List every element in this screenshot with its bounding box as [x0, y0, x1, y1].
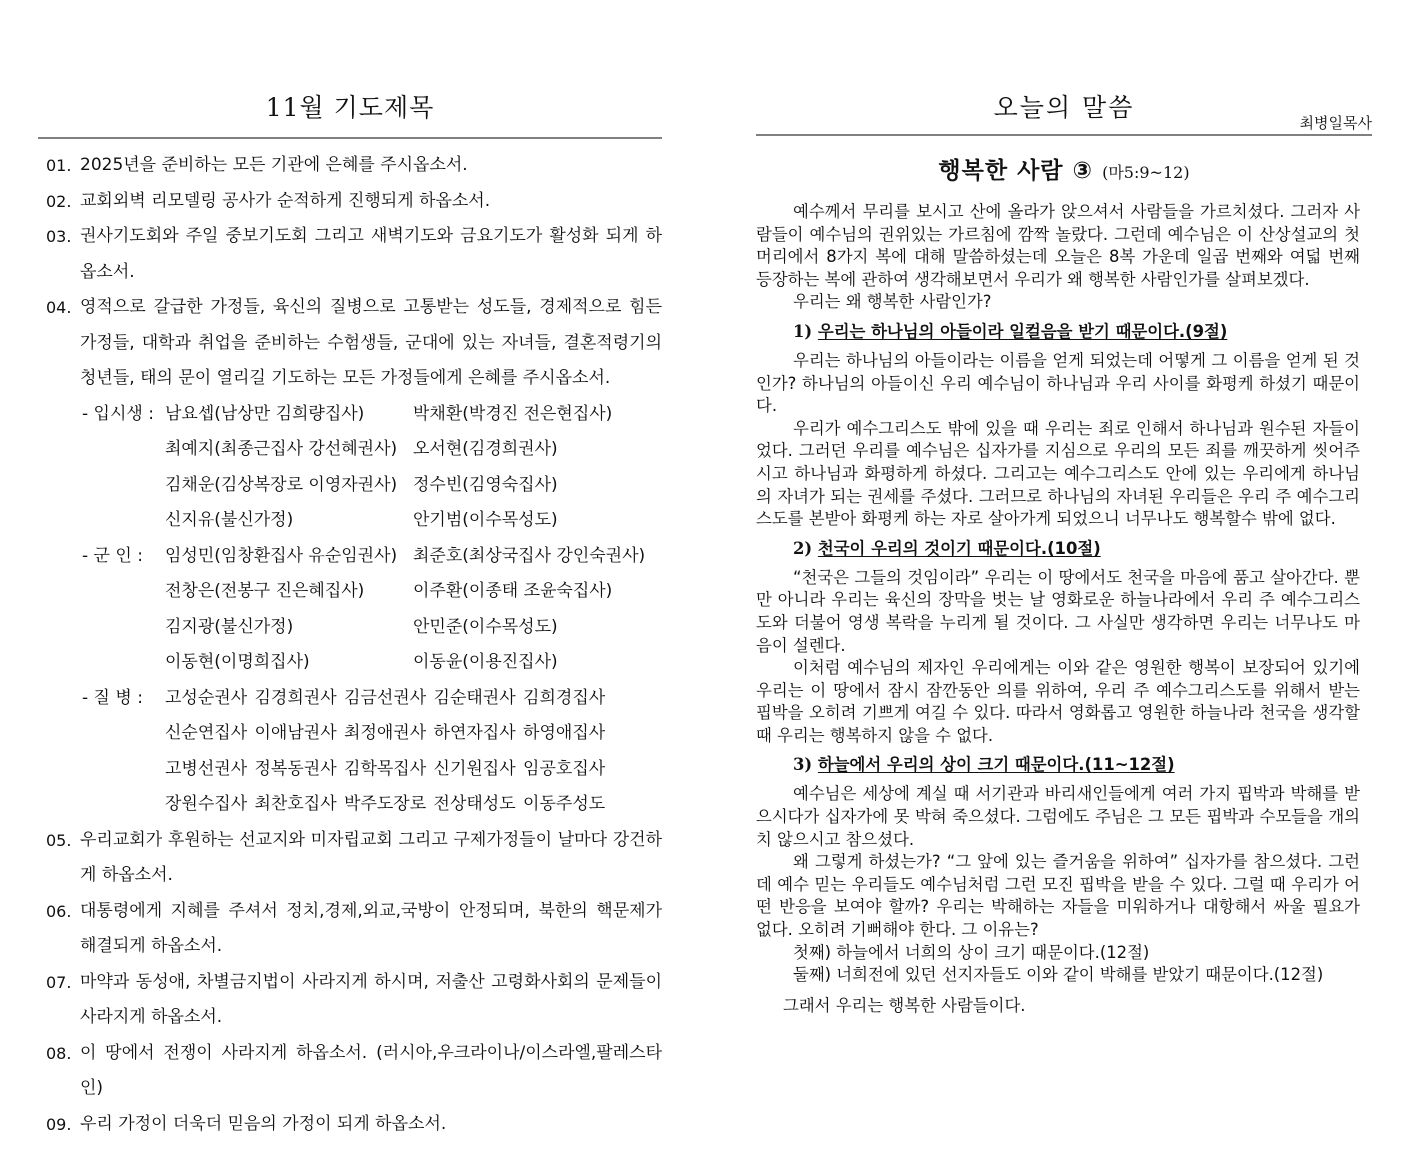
prayer-number: 07.	[46, 972, 72, 992]
paragraph: “천국은 그들의 것임이라” 우리는 이 땅에서도 천국을 마음에 품고 살아간다. 뿐만 아니라 우리는 육신의 장막을 벗는 날 영화로운 하늘나라에서 우리 주 예수그리스도와 더불어 영생 복락을 누리게 될 것이다. 그 사실만 생각하면 우리는 너무나도 마음이 설렌다.	[756, 567, 1360, 655]
names-row	[165, 645, 662, 681]
section-heading-text: 우리는 하나님의 아들이라 일컬음을 받기 때문이다.(9절)	[817, 321, 1228, 341]
section-number: 1)	[793, 321, 813, 341]
name-entry: 최준호(최상국집사 강인숙권사)	[413, 545, 646, 566]
prayer-text: 대통령에게 지혜를 주셔서 정치,경제,외교,국방이 안정되며, 북한의 핵문제가 해결되게 하옵소서.	[80, 900, 662, 956]
paragraph: 왜 그렇게 하셨는가? “그 앞에 있는 즐거움을 위하여” 십자가를 참으셨다. 그런데 예수 믿는 우리들도 예수님처럼 그런 모진 핍박을 받을 수 있다. 그럴 때 우리가 어떤 반응을 보여야 할까? 우리는 박해하는 자들을 미워하거나 대항해서 싸울 필요가 없다. 오히려 기뻐해야 한다. 그 이유는?	[756, 852, 1360, 940]
names-row: 신순연집사 이애남권사 최정애권사 하연자집사 하영애집사	[165, 723, 606, 743]
military-group	[82, 539, 662, 681]
paragraph: 예수님은 세상에 계실 때 서기관과 바리새인들에게 여러 가지 핍박과 박해를 받으시다가 십자가에 못 박혀 죽으셨다. 그럼에도 주님은 그 모든 핍박과 수모들을 개의치 않으시고 참으셨다.	[756, 784, 1360, 849]
prayer-number: 01.	[46, 156, 72, 175]
group-names	[165, 681, 662, 823]
prayer-item	[46, 965, 662, 1036]
section-number: 3)	[793, 755, 813, 775]
name-entry: 오서현(김경희권사)	[413, 439, 558, 459]
paragraph: 예수께서 무리를 보시고 산에 올라가 앉으셔서 사람들을 가르치셨다. 그러자 사람들이 예수님의 권위있는 가르침에 깜짝 놀랐다. 그런데 예수님은 이 산상설교의 첫머리에서 8가지 복에 대해 말씀하셨는데 오늘은 8복 가운데 일곱 번째와 여덟 번째 등장하는 복에 관하여 생각해보면서 우리가 왜 행복한 사람인가를 살펴보겠다.	[756, 202, 1360, 289]
title-divider	[756, 134, 1372, 136]
prayer-item	[46, 219, 662, 290]
paragraph: 우리가 예수그리스도 밖에 있을 때 우리는 죄로 인해서 하나님과 원수된 자들이었다. 그러던 우리를 예수님은 십자가를 지심으로 우리의 모든 죄를 깨끗하게 씻어주시고 하나님과 화평하게 하셨다. 그리고는 예수그리스도 안에 있는 우리에게 하나님의 자녀가 되는 권세를 주셨다. 그러므로 하나님의 자녀된 우리들은 우리 주 예수그리스도를 본받아 화평케 하는 자로 살아가게 되었으니 너무나도 행복할수 밖에 없다.	[756, 418, 1360, 529]
prayer-number: 03.	[46, 227, 72, 246]
paragraph: 우리는 왜 행복한 사람인가?	[793, 292, 992, 312]
closing-line: 그래서 우리는 행복한 사람들이다.	[783, 995, 1026, 1015]
prayer-number: 08.	[46, 1043, 72, 1063]
prayer-item	[46, 894, 662, 965]
names-row	[165, 503, 662, 539]
names-row	[165, 610, 662, 646]
name-entry: 남요셉(남상만 김희량집사)	[165, 403, 365, 424]
prayer-text: 이 땅에서 전쟁이 사라지게 하옵소서. (러시아,우크라이나/이스라엘,팔레스타인)	[80, 1042, 662, 1098]
prayer-item	[46, 1107, 662, 1143]
section-heading-text: 천국이 우리의 것이기 때문이다.(10절)	[817, 538, 1101, 558]
group-label: - 군 인 :	[82, 545, 143, 566]
prayer-text: 교회외벽 리모델링 공사가 순적하게 진행되게 하옵소서.	[80, 190, 491, 211]
prayer-number: 09.	[46, 1114, 72, 1134]
name-entry: 이주환(이종태 조윤숙집사)	[413, 581, 613, 601]
paragraph: 우리는 하나님의 아들이라는 이름을 얻게 되었는데 어떻게 그 이름을 얻게 된 것인가? 하나님의 아들이신 우리 예수님이 하나님과 우리 사이를 화평케 하셨기 때문이다.	[756, 350, 1360, 416]
names-row: 고성순권사 김경희권사 김금선권사 김순태권사 김희경집사	[165, 687, 606, 708]
names-row	[165, 432, 662, 468]
section-heading	[793, 752, 1360, 778]
prayer-item	[46, 290, 662, 397]
sermon-title-text: 행복한 사람 ③	[938, 158, 1094, 184]
name-entry: 임성민(임창환집사 유순임권사)	[165, 545, 398, 566]
name-entry: 김채운(김상복장로 이영자권사)	[165, 474, 398, 495]
name-entry: 이동현(이명희집사)	[165, 652, 310, 672]
prayer-number: 04.	[46, 298, 72, 317]
names-row	[165, 397, 662, 433]
group-names	[165, 397, 662, 539]
pastor-name: 최병일목사	[1299, 114, 1372, 132]
sermon-page-title: 오늘의 말씀	[993, 93, 1135, 122]
name-entry: 김지광(불신가정)	[165, 616, 294, 637]
names-row: 고병선권사 정복동권사 김학목집사 신기원집사 임공호집사	[165, 758, 606, 779]
prayer-number: 02.	[46, 191, 72, 211]
name-entry: 이동윤(이용진집사)	[413, 652, 558, 672]
prayer-item	[46, 1036, 662, 1107]
title-divider	[38, 137, 662, 139]
group-names	[165, 539, 662, 681]
name-entry: 전창은(전봉구 진은혜집사)	[165, 581, 365, 601]
reason-item: 둘째) 너희전에 있던 선지자들도 이와 같이 박해를 받았기 때문이다.(12절)	[793, 965, 1324, 985]
prayer-number: 05.	[46, 830, 72, 850]
section-number: 2)	[793, 538, 813, 558]
name-entry: 안민준(이수목성도)	[413, 616, 558, 637]
reason-item: 첫째) 하늘에서 너희의 상이 크기 때문이다.(12절)	[793, 942, 1150, 962]
prayer-list	[46, 148, 662, 1142]
name-entry: 안기범(이수목성도)	[413, 510, 558, 530]
section-heading	[793, 536, 1360, 562]
prayer-item	[46, 148, 662, 184]
names-row	[165, 539, 662, 575]
section-heading	[793, 319, 1360, 345]
names-row	[165, 468, 662, 504]
prayer-text: 마약과 동성애, 차별금지법이 사라지게 하시며, 저출산 고령화사회의 문제들이 사라지게 하옵소서.	[80, 971, 662, 1027]
names-row	[165, 574, 662, 610]
name-entry: 정수빈(김영숙집사)	[413, 474, 558, 495]
name-entry: 최예지(최종근집사 강선혜권사)	[165, 439, 398, 459]
prayer-text: 영적으로 갈급한 가정들, 육신의 질병으로 고통받는 성도들, 경제적으로 힘든 가정들, 대학과 취업을 준비하는 수험생들, 군대에 있는 자녀들, 결혼적령기의 청년들, 태의 문이 열리길 기도하는 모든 가정들에게 은혜를 주시옵소서.	[80, 297, 662, 388]
prayer-item	[46, 823, 662, 894]
prayer-text: 우리교회가 후원하는 선교지와 미자립교회 그리고 구제가정들이 날마다 강건하게 하옵소서.	[80, 829, 662, 885]
prayer-text: 우리 가정이 더욱더 믿음의 가정이 되게 하옵소서.	[80, 1113, 447, 1134]
paragraph: 이처럼 예수님의 제자인 우리에게는 이와 같은 영원한 행복이 보장되어 있기에 우리는 이 땅에서 잠시 잠깐동안 의를 위하여, 우리 주 예수그리스도를 위해서 받는 핍박을 오히려 기쁘게 여길 수 있다. 따라서 영화롭고 영원한 하늘나라 천국을 생각할 때 우리는 행복하지 않을 수 없다.	[756, 658, 1360, 745]
prayer-item	[46, 184, 662, 220]
scripture-reference: (마5:9~12)	[1102, 163, 1190, 182]
illness-group	[82, 681, 662, 823]
exam-students-group	[82, 397, 662, 539]
sermon-title	[756, 152, 1372, 185]
section-heading-text: 하늘에서 우리의 상이 크기 때문이다.(11~12절)	[817, 755, 1175, 775]
prayer-number: 06.	[46, 901, 72, 921]
group-label: - 입시생 :	[82, 403, 154, 424]
name-entry: 신지유(불신가정)	[165, 510, 294, 530]
group-label: - 질 병 :	[82, 687, 143, 708]
names-row: 장원수집사 최찬호집사 박주도장로 전상태성도 이동주성도	[165, 794, 606, 814]
prayer-topics-title: 11월 기도제목	[265, 93, 435, 122]
sermon-body	[756, 201, 1360, 1017]
prayer-text: 권사기도회와 주일 중보기도회 그리고 새벽기도와 금요기도가 활성화 되게 하옵소서.	[80, 226, 662, 282]
name-entry: 박채환(박경진 전은현집사)	[413, 403, 613, 424]
prayer-text: 2025년을 준비하는 모든 기관에 은혜를 주시옵소서.	[80, 155, 468, 175]
